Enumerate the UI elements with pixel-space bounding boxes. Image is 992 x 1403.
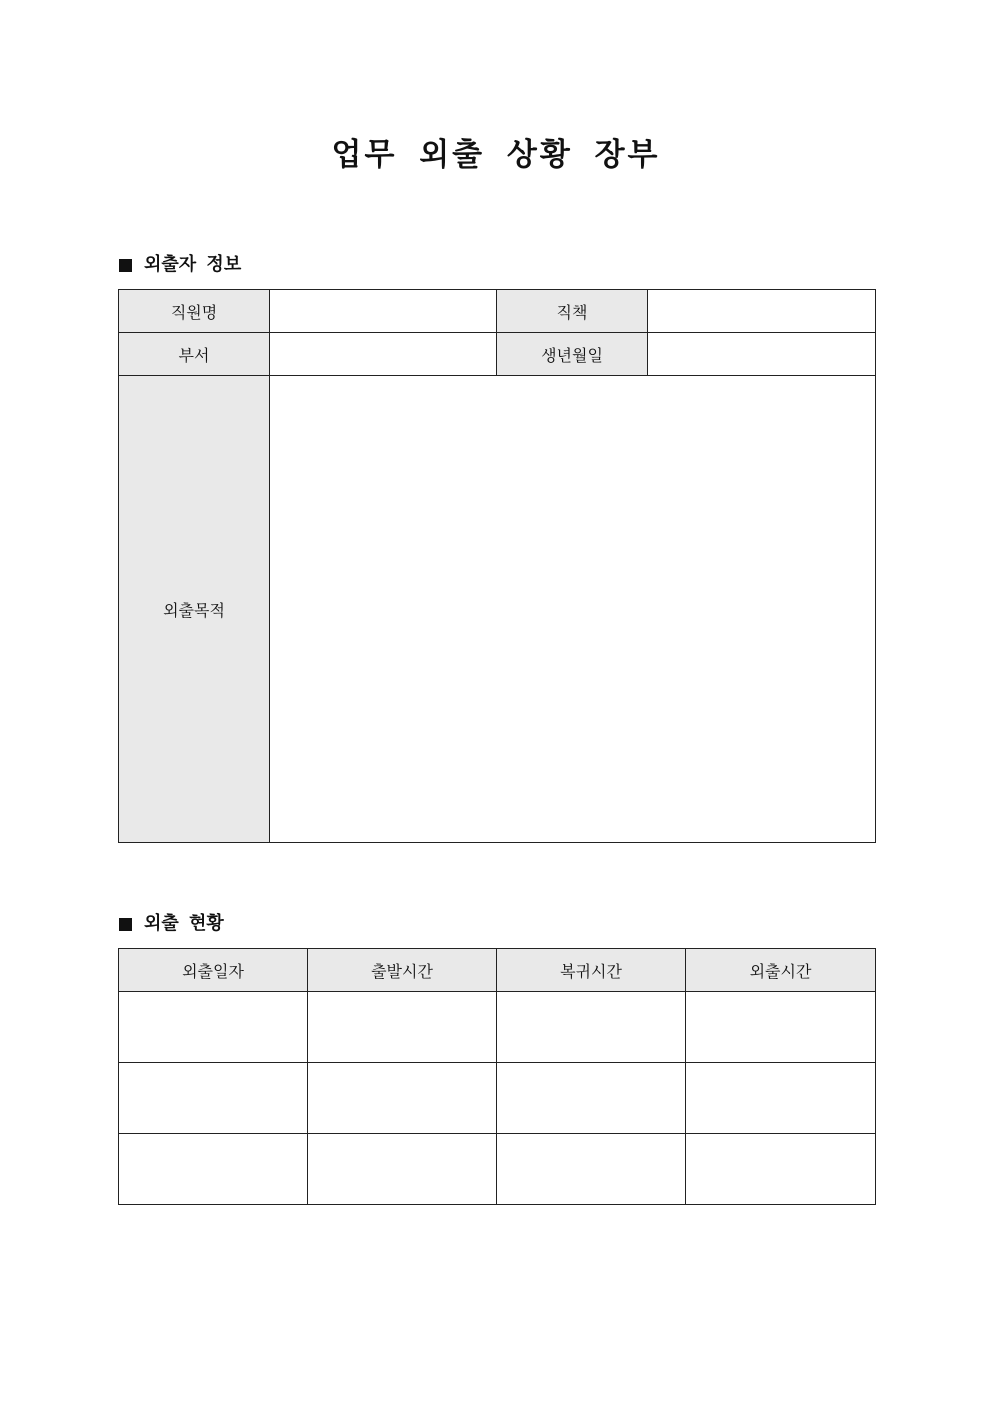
section-heading-text: 외출자 정보 — [144, 254, 242, 275]
section-heading-outing-status — [119, 911, 224, 937]
return-time-cell[interactable] — [497, 1134, 686, 1205]
outing-date-cell[interactable] — [119, 992, 308, 1063]
table-header-row — [119, 949, 876, 992]
table-row — [119, 992, 876, 1063]
return-time-cell[interactable] — [497, 1063, 686, 1134]
position-field[interactable] — [648, 290, 876, 333]
square-bullet-icon — [119, 918, 132, 931]
birth-date-label: 생년월일 — [497, 333, 648, 376]
column-header-return-time: 복귀시간 — [497, 949, 686, 992]
outing-duration-cell[interactable] — [686, 1063, 876, 1134]
department-field[interactable] — [270, 333, 497, 376]
section-heading-visitor-info — [119, 252, 241, 278]
return-time-cell[interactable] — [497, 992, 686, 1063]
table-row — [119, 376, 876, 843]
square-bullet-icon — [119, 259, 132, 272]
visitor-info-table — [118, 289, 876, 843]
outing-date-cell[interactable] — [119, 1134, 308, 1205]
outing-duration-cell[interactable] — [686, 1134, 876, 1205]
departure-time-cell[interactable] — [308, 1134, 497, 1205]
employee-name-field[interactable] — [270, 290, 497, 333]
birth-date-field[interactable] — [648, 333, 876, 376]
table-row — [119, 290, 876, 333]
outing-status-table — [118, 948, 876, 1205]
table-row — [119, 333, 876, 376]
section-heading-text: 외출 현황 — [144, 913, 224, 934]
table-row — [119, 1134, 876, 1205]
departure-time-cell[interactable] — [308, 992, 497, 1063]
column-header-outing-date: 외출일자 — [119, 949, 308, 992]
employee-name-label: 직원명 — [119, 290, 270, 333]
page-title: 업무 외출 상황 장부 — [331, 137, 661, 173]
department-label: 부서 — [119, 333, 270, 376]
outing-date-cell[interactable] — [119, 1063, 308, 1134]
purpose-field[interactable] — [270, 376, 876, 843]
outing-duration-cell[interactable] — [686, 992, 876, 1063]
column-header-outing-duration: 외출시간 — [686, 949, 876, 992]
purpose-label: 외출목적 — [119, 376, 270, 843]
table-row — [119, 1063, 876, 1134]
position-label: 직책 — [497, 290, 648, 333]
column-header-departure-time: 출발시간 — [308, 949, 497, 992]
departure-time-cell[interactable] — [308, 1063, 497, 1134]
